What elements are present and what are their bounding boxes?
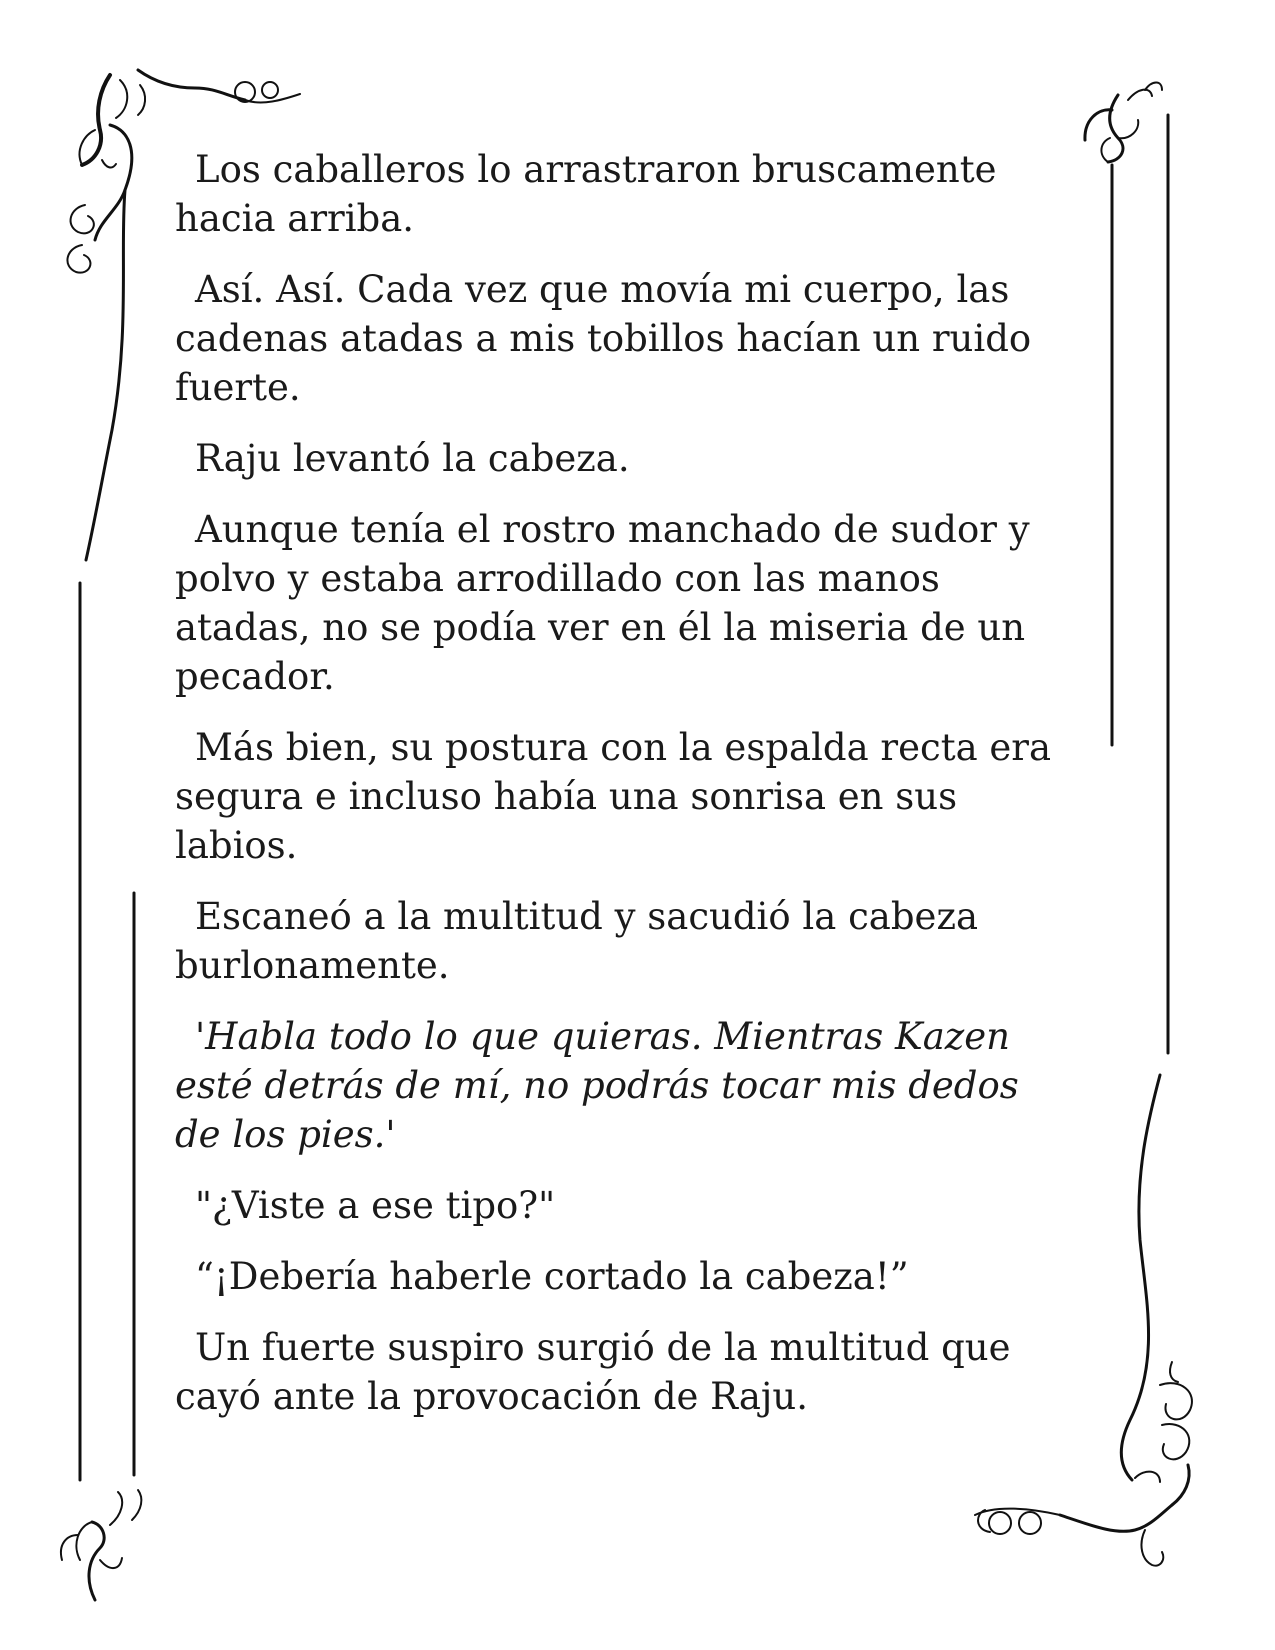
paragraph: Escaneó a la multitud y sacudió la cabeza burlonamente. [175,895,978,987]
paragraph: Así. Así. Cada vez que movía mi cuerpo, las cadenas atadas a mis tobillos hacían un ruido fuerte. [175,268,1032,409]
paragraph: Aunque tenía el rostro manchado de sudor y polvo y estaba arrodillado con las manos atadas, no se podía ver en él la miseria de un pecador. [175,508,1030,698]
paragraph: Más bien, su postura con la espalda recta era segura e incluso había una sonrisa en sus labios. [175,726,1052,867]
top-right-flourish-icon [1085,83,1162,163]
dialogue-line: "¿Viste a ese tipo?" [195,1184,556,1227]
paragraph: Los caballeros lo arrastraron bruscamente hacia arriba. [175,148,997,240]
italic-thought-paragraph: 'Habla todo lo que quieras. Mientras Kazen esté detrás de mí, no podrás tocar mis dedos de los pies.' [175,1015,1019,1156]
right-swoosh-flourish-icon [1121,1075,1192,1480]
paragraph: Raju levantó la cabeza. [195,437,630,480]
story-text [175,145,1075,1443]
bottom-right-flourish-icon [975,1465,1189,1566]
dialogue-line: “¡Debería haberle cortado la cabeza!” [195,1255,909,1298]
bottom-left-flourish-icon [61,1490,141,1600]
paragraph: Un fuerte suspiro surgió de la multitud que cayó ante la provocación de Raju. [175,1326,1011,1418]
